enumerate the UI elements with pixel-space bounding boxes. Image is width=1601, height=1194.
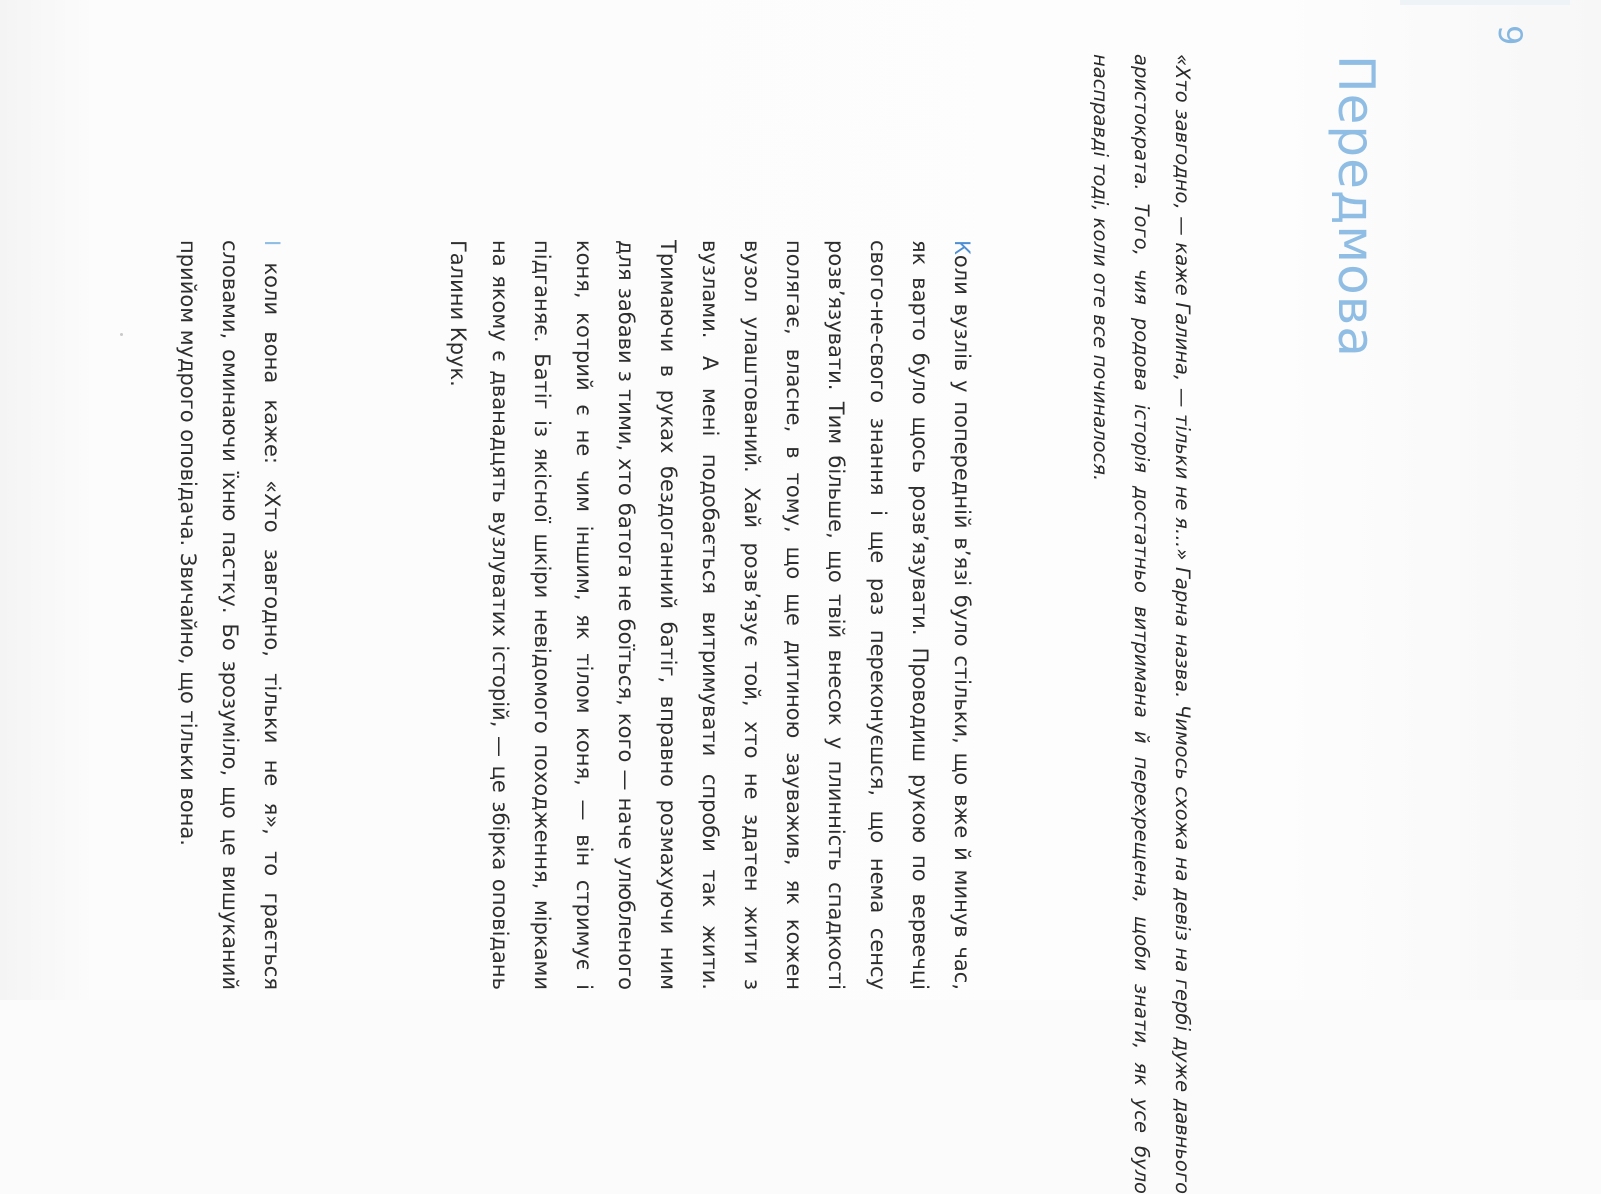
epigraph: «Хто завгодно, — каже Галина, — тільки не я…» Гарна назва. Чимось схожа на девіз на гербі дуже давнього аристократа. Того, чия родова історія достатньо витримана й перехрещена, щоби знати, як усе було насправді тоді, коли оте все починалося. bbox=[1089, 54, 1194, 1194]
chapter-title: Передмова bbox=[1327, 55, 1385, 358]
paragraph-1 bbox=[437, 240, 983, 990]
paragraph-1-initial: К bbox=[950, 240, 974, 255]
page-number: 9 bbox=[1491, 25, 1529, 46]
paragraph-1-text: оли вузлів у попередній в’язі було стільки, що вже й минув час, як варто було щось розв’язувати. Проводиш рукою по вервечці свого-не-свого знання і ще раз переконуєшся, що нема сенсу розв’язувати. Тим більше, що твій внесок у плинність спадкості полягає, власне, в тому, що ще дитиною зауважив, як кожен вузол улаштований. Хай розв’язує той, хто не здатен жити з вузлами. А мені подобається витримувати спроби так жити. Тримаючи в руках бездоганний батіг, вправно розмахуючи ним для забави з тими, хто батога не боїться, кого — наче улюбленого коня, котрий є не чим іншим, як тілом коня, — він стримує і підганяє. Батіг із якісної шкіри невідомого походження, мірками на якому є дванадцять вузлуватих історій, — це збірка оповідань Галини Крук. bbox=[446, 240, 974, 990]
paragraph-2 bbox=[167, 240, 293, 990]
paragraph-2-initial: І bbox=[260, 240, 284, 247]
paragraph-2-text: коли вона каже: «Хто завгодно, тільки не я», то грається словами, оминаючи їхню пастку. Бо зрозуміло, що це вишуканий прийом мудрого оповідача. Звичайно, що тільки вона. bbox=[176, 240, 284, 990]
